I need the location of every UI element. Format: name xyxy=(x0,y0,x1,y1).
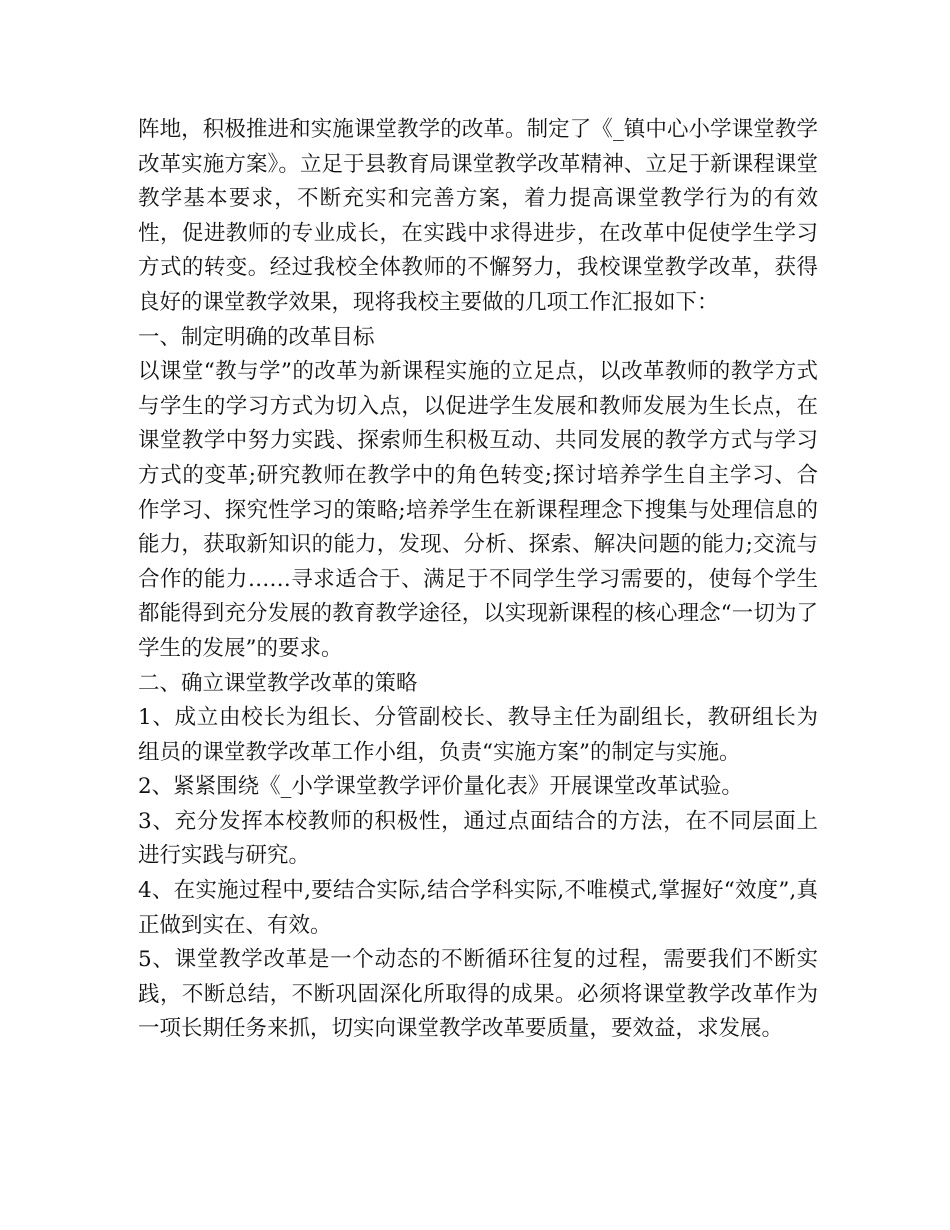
strategy-item-3: 3、充分发挥本校教师的积极性，通过点面结合的方法，在不同层面上进行实践与研究。 xyxy=(138,808,818,869)
strategy-item-5: 5、课堂教学改革是一个动态的不断循环往复的过程，需要我们不断实践，不断总结，不断巩固深化所取得的成果。必须将课堂教学改革作为一项长期任务来抓，切实向课堂教学改革要质量，要效益，求发展。 xyxy=(138,947,818,1042)
intro-paragraph: 阵地，积极推进和实施课堂教学的改革。制定了《_镇中心小学课堂教学改革实施方案》。立足于县教育局课堂教学改革精神、立足于新课程课堂教学基本要求，不断充实和完善方案，着力提高课堂教学行为的有效性，促进教师的专业成长，在实践中求得进步，在改革中促使学生学习方式的转变。经过我校全体教师的不懈努力，我校课堂教学改革，获得良好的课堂教学效果，现将我校主要做的几项工作汇报如下： xyxy=(138,117,818,315)
section-heading-strategy: 二、确立课堂教学改革的策略 xyxy=(138,670,418,696)
document-body xyxy=(138,113,818,1047)
goals-paragraph: 以课堂“教与学”的改革为新课程实施的立足点，以改革教师的教学方式与学生的学习方式为切入点，以促进学生发展和教师发展为生长点，在课堂教学中努力实践、探索师生积极互动、共同发展的教学方式与学习方式的变革;研究教师在教学中的角色转变;探讨培养学生自主学习、合作学习、探究性学习的策略;培养学生在新课程理念下搜集与处理信息的能力，获取新知识的能力，发现、分析、探索、解决问题的能力;交流与合作的能力……寻求适合于、满足于不同学生学习需要的，使每个学生都能得到充分发展的教育教学途径，以实现新课程的核心理念“一切为了学生的发展”的要求。 xyxy=(138,359,818,661)
strategy-item-1: 1、成立由校长为组长、分管副校长、教导主任为副组长，教研组长为组员的课堂教学改革工作小组，负责“实施方案”的制定与实施。 xyxy=(138,705,818,765)
strategy-item-2: 2、紧紧围绕《_小学课堂教学评价量化表》开展课堂改革试验。 xyxy=(138,774,743,800)
section-heading-goals: 一、制定明确的改革目标 xyxy=(138,324,375,350)
strategy-item-4: 4、在实施过程中,要结合实际,结合学科实际,不唯模式,掌握好“效度”,真正做到实在、有效。 xyxy=(138,878,818,938)
